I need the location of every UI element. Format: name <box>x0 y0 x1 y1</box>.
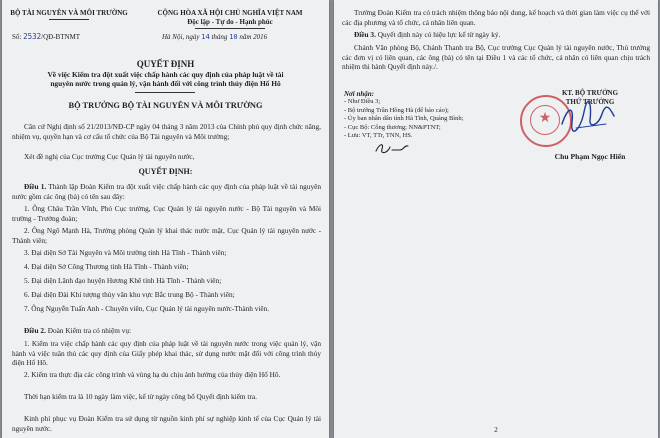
member-1: 1. Ông Châu Trần Vĩnh, Phó Cục trưởng, Cục Quản lý tài nguyên nước - Bộ Tài nguyên và Môi trường - Trưởng đoàn; <box>12 204 321 223</box>
article-1-text: Thành lập Đoàn Kiểm tra đột xuất việc chấp hành các quy định của pháp luật về tài nguyên nước gồm các ông (bà) có tên sau đây: <box>12 182 321 201</box>
signer-name-block <box>530 152 650 161</box>
doc-number-handwritten: 2532 <box>23 32 42 41</box>
republic-name: CỘNG HÒA XÃ HỘI CHỦ NGHĨA VIỆT NAM <box>157 9 303 17</box>
document-page-2 <box>334 0 658 438</box>
legal-basis-2: Xét đề nghị của Cục trưởng Cục Quản lý tài nguyên nước, <box>24 152 195 161</box>
article-2 <box>12 326 321 336</box>
recipients-list <box>344 90 494 140</box>
article-3-label: Điều 3. <box>354 30 376 39</box>
issue-date <box>162 33 267 41</box>
header-rule-left <box>49 19 89 20</box>
doc-number-prefix: Số: <box>12 33 22 41</box>
page-number: 2 <box>494 426 498 434</box>
recipients-label: Nơi nhận: <box>344 90 375 98</box>
recipient-item: - Lưu: VT, TTr, TNN, HS. <box>344 132 413 140</box>
member-3: 3. Đại diện Sở Tài Nguyên và Môi trường tỉnh Hà Tĩnh - Thành viên; <box>24 248 227 257</box>
member-6: 6. Đại diện Đài Khí tượng thủy văn khu vực Bắc trung Bộ - Thành viên; <box>24 290 235 299</box>
document-page-1 <box>2 0 329 438</box>
national-motto: Độc lập - Tự do - Hạnh phúc <box>187 18 273 26</box>
sign-for-label: KT. BỘ TRƯỞNG <box>561 89 619 97</box>
task-2: 2. Kiểm tra thực địa các công trình và vùng hạ du chịu ảnh hưởng của thủy điện Hố Hô. <box>24 370 281 379</box>
date-month-label: tháng <box>211 33 228 41</box>
national-header <box>135 9 325 29</box>
article-1-label: Điều 1. <box>24 182 47 191</box>
inspection-budget: Kinh phí phục vụ Đoàn Kiểm tra sử dụng từ nguồn kinh phí sự nghiệp kinh tế của Cục Quản lý tài nguyên nước. <box>12 414 321 433</box>
recipient-item: - Cục Bộ: Công thương; NN&PTNT; <box>344 123 441 131</box>
document-number <box>12 32 80 41</box>
recipient-item: - Bộ trưởng Trần Hồng Hà (để báo cáo); <box>344 106 449 114</box>
seal-inner-ring <box>530 105 560 135</box>
decides-heading: QUYẾT ĐỊNH: <box>138 167 193 176</box>
legal-basis-1: Căn cứ Nghị định số 21/2013/NĐ-CP ngày 04 tháng 3 năm 2013 của Chính phủ quy định chức năng, nhiệm vụ, quyền hạn và cơ cấu tổ chức của Bộ Tài nguyên và Môi trường; <box>12 122 321 141</box>
ministry-name: BỘ TÀI NGUYÊN VÀ MÔI TRƯỜNG <box>10 9 128 17</box>
doc-number-suffix: /QĐ-BTNMT <box>41 33 81 41</box>
date-day: 14 <box>201 33 210 41</box>
date-month: 10 <box>229 33 238 41</box>
article-3-text: Quyết định này có hiệu lực kể từ ngày ký. <box>375 30 501 39</box>
handwritten-signature <box>558 98 618 138</box>
issuer-title: BỘ TRƯỞNG BỘ TÀI NGUYÊN VÀ MÔI TRƯỜNG <box>68 101 263 110</box>
initials-mark <box>374 141 410 155</box>
task-1: 1. Kiểm tra việc chấp hành các quy định của pháp luật về tài nguyên nước trong việc quản lý, vận hành và việc tuân thủ các quy định của Giấy phép khai thác, sử dụng nước mặt đối với công trình thủy điện Hố Hô. <box>12 339 321 368</box>
decision-subject-line-2: nguyên nước trong quản lý, vận hành đối với công trình thủy điện Hố Hô <box>50 79 281 88</box>
member-2: 2. Ông Ngô Mạnh Hà, Trưởng phòng Quản lý khai thác nước mặt, Cục Quản lý tài nguyên nước - Thành viên; <box>12 226 321 245</box>
decision-title: QUYẾT ĐỊNH <box>136 59 195 69</box>
seal-star-icon: ★ <box>538 111 552 126</box>
member-4: 4. Đại diện Sở Công Thương tỉnh Hà Tĩnh - Thành viên; <box>24 262 189 271</box>
sign-role-label: THỨ TRƯỞNG <box>565 98 615 106</box>
execution-clause: Chánh Văn phòng Bộ, Chánh Thanh tra Bộ, Cục trưởng Cục Quản lý tài nguyên nước, Thủ trưởng các đơn vị có liên quan, các ông (bà) có tên tại Điều 1 và các tổ chức, cá nhân có liên quan chịu trách nhiệm thi hành Quyết định này./. <box>342 43 650 72</box>
inspection-duration: Thời hạn kiểm tra là 10 ngày làm việc, kể từ ngày công bố Quyết định kiểm tra. <box>24 392 257 401</box>
signer-name: Chu Phạm Ngọc Hiển <box>554 152 626 161</box>
ministry-header <box>10 9 128 20</box>
decision-subject-line-1: Về việc Kiểm tra đột xuất việc chấp hành các quy định của pháp luật về tài <box>47 70 284 79</box>
recipient-item: - Như Điều 3; <box>344 98 381 106</box>
subject-rule <box>135 92 195 93</box>
article-2-text: Đoàn Kiểm tra có nhiệm vụ: <box>45 326 132 335</box>
article-3 <box>342 30 650 40</box>
date-prefix: Hà Nội, ngày <box>162 33 200 41</box>
member-5: 5. Đại diện Lãnh đạo huyện Hương Khê tỉnh Hà Tĩnh - Thành viên; <box>24 276 222 285</box>
team-leader-duty: Trưởng Đoàn Kiểm tra có trách nhiệm thông báo nội dung, kế hoạch và thời gian làm việc cụ thể với các địa phương và tổ chức, cá nhân liên quan. <box>342 8 650 27</box>
recipient-item: - Ủy ban nhân dân tỉnh Hà Tĩnh, Quảng Bình; <box>344 115 464 123</box>
header-rule-right <box>195 28 265 29</box>
article-2-label: Điều 2. <box>24 326 46 335</box>
date-year: năm 2016 <box>239 33 268 41</box>
article-1 <box>12 182 321 201</box>
member-7: 7. Ông Nguyễn Tuấn Anh - Chuyên viên, Cục Quản lý tài nguyên nước-Thành viên. <box>24 304 270 313</box>
